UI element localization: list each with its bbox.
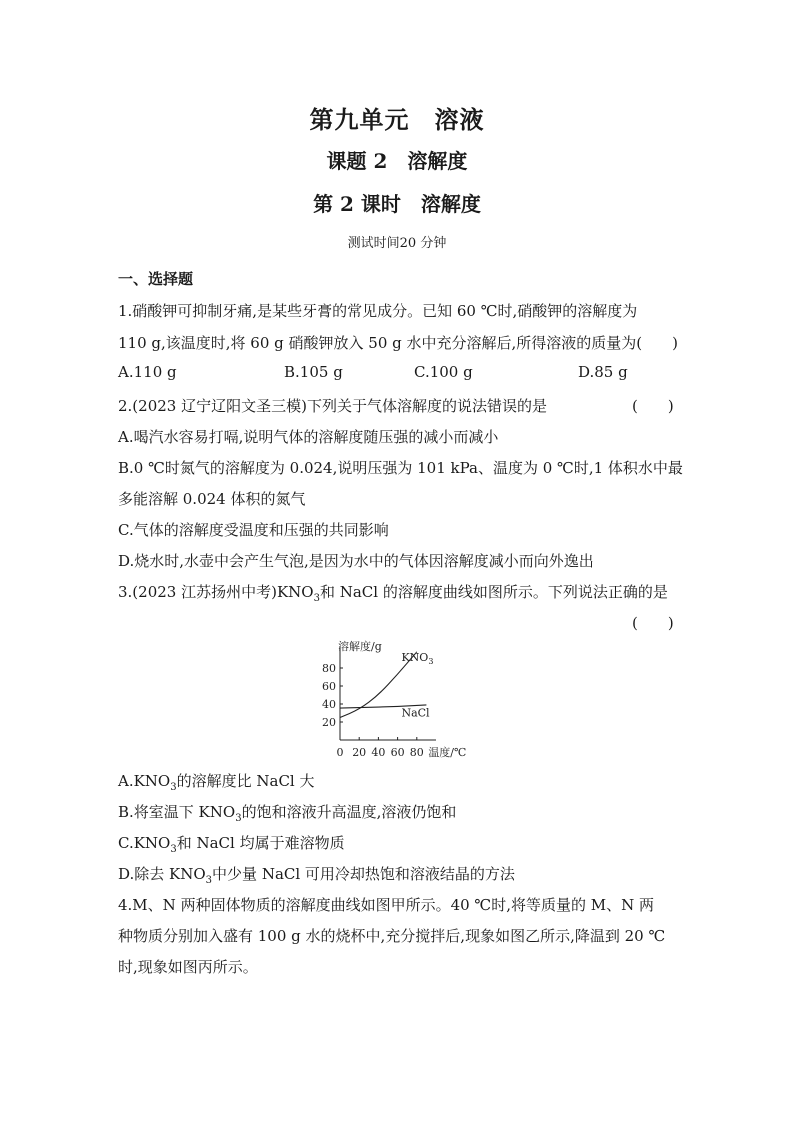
x-tick-label: 0 <box>336 746 344 759</box>
q2-option-b-line1: B.0 ℃时氮气的溶解度为 0.024,说明压强为 101 kPa、温度为 0 ℃时,1 体积水中最 <box>118 459 683 477</box>
q3-answer-paren: ( ) <box>632 614 674 632</box>
y-tick-label: 40 <box>322 698 336 711</box>
x-axis-label: 温度/℃ <box>428 746 467 759</box>
q3-option-b: B.将室温下 $KNO_3$的饱和溶液升高温度,溶液仍饱和 <box>118 803 457 824</box>
series-nacl-label: NaCl <box>401 706 430 720</box>
x-tick-label: 20 <box>352 746 367 759</box>
x-tick-label: 60 <box>390 746 405 759</box>
q1-option-a: A.110 g <box>118 363 177 381</box>
q3-option-d: D.除去 $KNO_3$中少量 NaCl 可用冷却热饱和溶液结晶的方法 <box>118 865 515 886</box>
q4-line1: 4.M、N 两种固体物质的溶解度曲线如图甲所示。40 ℃时,将等质量的 M、N 两 <box>118 896 654 914</box>
y-tick-label: 80 <box>322 662 336 675</box>
q2-option-c: C.气体的溶解度受温度和压强的共同影响 <box>118 521 389 539</box>
unit-title: 第九单元 溶液 <box>309 105 485 134</box>
y-tick-label: 60 <box>322 680 336 693</box>
q1-line1: 1.硝酸钾可抑制牙痛,是某些牙膏的常见成分。已知 60 ℃时,硝酸钾的溶解度为 <box>118 302 638 320</box>
x-tick-label: 80 <box>409 746 424 759</box>
q2-option-b-line2: 多能溶解 0.024 体积的氮气 <box>118 490 306 508</box>
test-time: 测试时间20 分钟 <box>347 236 447 251</box>
q2-option-a: A.喝汽水容易打嗝,说明气体的溶解度随压强的减小而减小 <box>118 428 499 446</box>
q3-option-c: $C.KNO_3$和 NaCl 均属于难溶物质 <box>118 834 345 855</box>
lesson-title: 课题 2 溶解度 <box>326 149 468 173</box>
y-tick-label: 20 <box>322 716 336 729</box>
q2-stem: 2.(2023 辽宁辽阳文圣三模)下列关于气体溶解度的说法错误的是 <box>118 397 547 415</box>
q4-line3: 时,现象如图丙所示。 <box>118 958 258 976</box>
q1-option-d: D.85 g <box>578 363 628 381</box>
q1-option-c: C.100 g <box>414 363 473 381</box>
period-title: 第 2 课时 溶解度 <box>313 192 481 216</box>
q3-stem: 3.(2023 江苏扬州中考)$KNO_3$和 NaCl 的溶解度曲线如图所示。下列说法正确的是 <box>118 583 668 604</box>
x-tick-label: 40 <box>371 746 386 759</box>
q1-option-b: B.105 g <box>284 363 343 381</box>
section-title: 一、选择题 <box>118 270 194 288</box>
q2-option-d: D.烧水时,水壶中会产生气泡,是因为水中的气体因溶解度减小而向外逸出 <box>118 552 594 570</box>
q1-line2: 110 g,该温度时,将 60 g 硝酸钾放入 50 g 水中充分溶解后,所得溶液的质量为( ) <box>118 334 678 352</box>
solubility-chart <box>310 638 470 764</box>
y-axis-label: 溶解度/g <box>338 640 382 653</box>
series-kno3-label: $KNO_3$ <box>401 650 434 666</box>
q4-line2: 种物质分别加入盛有 100 g 水的烧杯中,充分搅拌后,现象如图乙所示,降温到 20 ℃ <box>118 927 666 945</box>
q3-option-a: $A.KNO_3$的溶解度比 NaCl 大 <box>118 772 315 793</box>
q2-answer-paren: ( ) <box>632 397 674 415</box>
